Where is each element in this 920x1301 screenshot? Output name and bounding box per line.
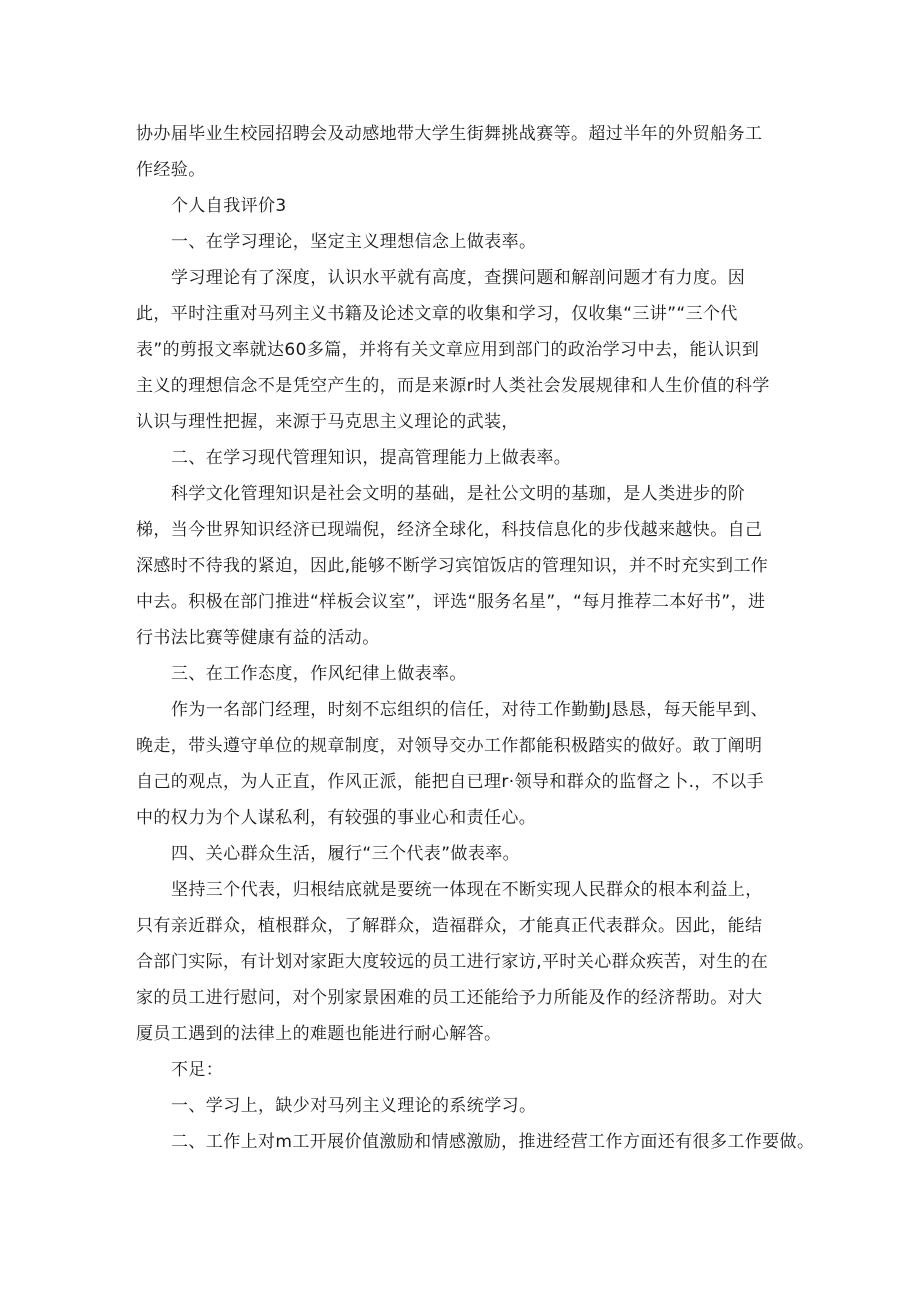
paragraph-4: 坚持三个代表，归根结底就是要统一体现在不断实现人民群众的根本利益上，只有亲近群众，植根群众，了解群众，造福群众，才能真正代表群众。因此，能结合部门实际，有计划对家距大度较远的员工进行家访,平时关心群众疾苦，对生的在家的员工进行慰问，对个别家景困难的员工还能给予力所能及作的经济帮助。对大厦员工遇到的法律上的难题也能进行耐心解答。 [136, 880, 769, 1044]
heading-3: 三、在工作态度，作风纪律上做表率。 [171, 664, 467, 684]
shortcoming-1: 一、学习上，缺少对马列主义理论的系统学习。 [171, 1096, 537, 1116]
paragraph-1: 学习理论有了深度，认识水平就有高度，查撰问题和解剖问题才有力度。因此，平时注重对马列主义书籍及论述文章的收集和学习，仅收集“三讲”“三个代表”的剪报文率就达60多篇，并将有关文章应用到部门的政治学习中去，能认识到主义的理想信念不是凭空产生的，而是来源r时人类社会发展规律和人生价值的科学认识与理性把握，来源于马克思主义理论的武装， [136, 268, 770, 432]
heading-1: 一、在学习理论，坚定主义理想信念上做表率。 [171, 232, 537, 252]
paragraph-2: 科学文化管理知识是社会文明的基础，是社公文明的基珈，是人类进步的阶梯，当今世界知识经济已现端倪，经济全球化，科技信息化的步伐越来越快。自己深感时不待我的紧迫，因此,能够不断学习宾馆饭店的管理知识，并不时充实到工作中去。积极在部门推进“样板会议室”，评选“服务名星”，“每月推荐二本好书”，进行书法比赛等健康有益的活动。 [136, 484, 769, 648]
heading-4: 四、关心群众生活，履行“三个代表”做表率。 [171, 844, 521, 864]
heading-2: 二、在学习现代管理知识，提高管理能力上做表率。 [171, 448, 572, 468]
section-title: 个人自我评价3 [171, 196, 287, 216]
paragraph-intro-continuation: 协办届毕业生校园招聘会及动感地带大学生街舞挑战赛等。超过半年的外贸船务工作经验。 [136, 124, 763, 180]
shortcomings-title: 不足： [171, 1060, 224, 1080]
paragraph-3: 作为一名部门经理，时刻不忘组织的信任，对待工作勤勤J恳恳，每天能早到、晚走，带头遵守单位的规章制度，对领导交办工作都能积极踏实的做好。敢丁阐明自己的观点，为人正直，作风正派，能把自已理r·领导和群众的监督之卜.，不以手中的权力为个人谋私利，有较强的事业心和责任心。 [136, 700, 769, 828]
shortcoming-2: 二、工作上对m工开展价值激励和情感激励，推进经营工作方面还有很多工作要做。 [171, 1132, 815, 1152]
